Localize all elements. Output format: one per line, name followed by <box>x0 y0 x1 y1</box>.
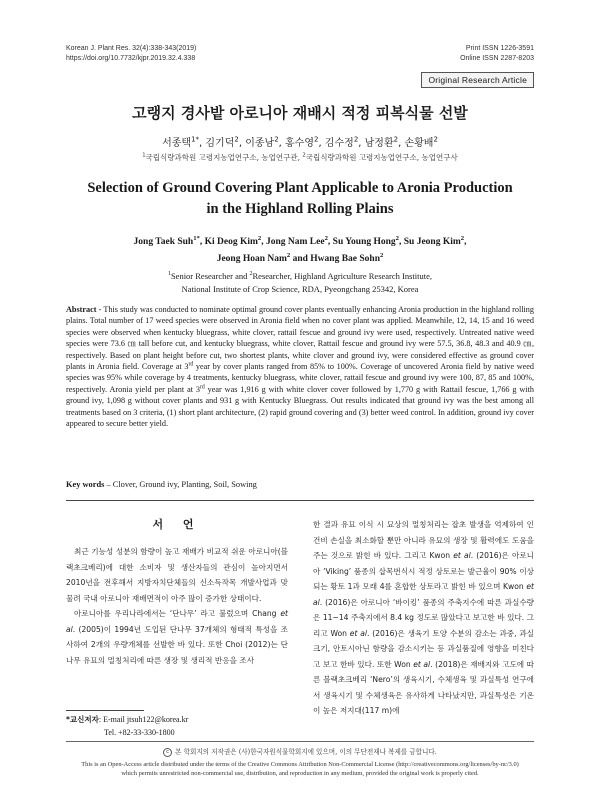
korean-author: 김수정 <box>324 138 354 149</box>
korean-author: 홍수영 <box>285 138 314 149</box>
body-column-right <box>313 517 534 719</box>
print-issn: Print ISSN 1226-3591 <box>465 45 534 52</box>
footnote-divider <box>66 710 144 711</box>
abstract-label: Abstract <box>66 305 97 314</box>
body-paragraph: 아로니아를 우리나라에서는 ‘단나무’ 라고 불렀으며 Chang et al. (2005)이 1994년 도입된 단나무 37개체의 형태적 특성을 조사하여 2개의 우량개체를 선발한 바 있다. 또한 Choi (2012)는 단나무 유묘의 멀칭처리에 따른 생장 및 생리적 반응을 조사 <box>66 609 288 665</box>
footnote-tel: Tel. +82-33-330-1800 <box>104 728 175 737</box>
copyright-korean: c 본 학회지의 저작권은 (사)한국자원식물학회지에 있으며, 이의 무단전재나 복제를 금합니다. <box>0 746 600 757</box>
english-author: Su Young Hong <box>332 237 396 247</box>
online-issn: Online ISSN 2287-8203 <box>460 55 534 62</box>
article-type-badge: Original Research Article <box>421 72 534 88</box>
footnote-email[interactable]: : E-mail jtsuh122@korea.kr <box>98 715 189 724</box>
body-column-left <box>66 544 288 668</box>
copyright-icon: c <box>163 748 172 757</box>
body-paragraph: 최근 기능성 성분의 함량이 높고 재배가 비교적 쉬운 아로니아(블랙초크베리)에 대한 소비자 및 생산자들의 관심이 높아지면서 2010년을 전후해서 지방자치단체들의 신소득작목 개발사업과 맞물려 국내 아로니아 재배면적이 아주 많이 증가한 상태이다. <box>66 547 288 603</box>
journal-citation: Korean J. Plant Res. 32(4):338-343(2019) <box>66 45 197 52</box>
korean-authors: 서종택$^{1*}$, 김기덕$^2$, 이종남$^2$, 홍수영$^2$, 김수정$^2$, 남정환$^2$, 손황배$^2$ <box>162 135 438 149</box>
author-mark: 2 <box>353 135 359 144</box>
section-title: 서 언 <box>152 518 202 531</box>
author-mark: 2 <box>274 135 279 144</box>
korean-author: 손황배 <box>404 138 434 149</box>
english-author: Jeong Hoan Nam <box>216 254 287 264</box>
journal-header <box>66 44 196 64</box>
korean-title: 고랭지 경사밭 아로니아 재배시 적정 피복식물 선발 <box>132 104 468 122</box>
keywords-label: Key words <box>66 480 105 489</box>
footnote-label: *교신저자 <box>66 715 99 724</box>
english-author: Hwang Bae Sohn <box>310 254 380 264</box>
english-title <box>60 178 540 220</box>
korean-author: 남정환 <box>364 138 394 149</box>
issn-header <box>460 44 534 64</box>
author-mark: 1* <box>191 135 200 144</box>
english-authors: Jong Taek Suh$^{1*}$, Ki Deog Kim$^2$, Jong Nam Lee$^2$, Su Young Hong$^2$, Su Jeong Kim$^2$, Jeong Hoan Nam$^2$ and Hwang Bae Sohn$^2$ <box>133 234 467 264</box>
author-mark: 2 <box>433 135 438 144</box>
english-affiliation: $^1$Senior Researcher and $^2$Researcher, Highland Agriculture Research Institute, National Institute of Crop Science, RDA, Pyeongchang 25342, Korea <box>167 271 433 294</box>
english-title-line: in the Highland Rolling Plains <box>206 201 394 217</box>
korean-author: 서종택 <box>162 138 192 149</box>
copyright-divider <box>66 741 534 742</box>
author-mark: 2 <box>314 135 319 144</box>
korean-author: 김기덕 <box>205 138 235 149</box>
english-title-line: Selection of Ground Covering Plant Applicable to Aronia Production <box>87 180 513 196</box>
copyright-english: This is an Open-Access article distributed under the terms of the Creative Commons Attribution Non-Commercial License (http://creativecommons.org/licenses/by-nc/3.0) which permits unrestricted non-commercial use, distribution, and reproduction in any medium, provided the original work is properly cited. <box>81 761 519 777</box>
body-paragraph: 한 결과 유묘 이식 시 묘상의 멀칭처리는 잡초 발생을 억제하여 인건비 손실을 최소화할 뿐만 아니라 유묘의 생장 및 활력에도 도움을 주는 것으로 밝힌 바 있다. 그리고 Kwon et al. (2016)은 아로니아 ‘Viking’ 품종의 삽목번식시 적정 상토로는 발근율이 90% 이상되는 황토 1과 모래 4를 혼합한 상토라고 밝힌 바 있으며 Kwon et al. (2016)은 아로니아 ‘바이킹’ 품종의 주축지수에 따른 과실수량은 11~14 주축지에서 8.4 kg 정도로 많았다고 보고한 바 있다. 그리고 Won et al. (2016)은 생육기 토양 수분의 감소는 과중, 과실 크기, 안토시아닌 함량을 감소시키는 등 과실품질에 영향을 미친다고 보고 한바 있다. 또한 Won et al. (2018)은 재배지와 고도에 따른 블랙초크베리 ‘Nero’의 생육시기, 수체생육 및 과실특성 연구에서 생육시기 및 수체생육은 유사하게 나타났지만, 과실특성은 기온이 높은 저지대(117 m)에 <box>313 520 535 715</box>
keywords: Key words – Clover, Ground ivy, Planting, Soil, Sowing <box>66 480 257 489</box>
divider <box>66 500 534 501</box>
author-mark: 2 <box>393 135 399 144</box>
korean-author: 이종남 <box>245 138 275 149</box>
abstract: Abstract - This study was conducted to nominate optimal ground cover plants eventually enhancing Aronia production in the highland rolling plains. Total number of 17 weed species were observed in Aronia field when no cover plant was applied. Meanwhile, 12, 14, 15 and 16 weed species were observed when kentucky bluegrass, white clover, rattail fescue and ground ivy were used, respectively. Untreated native weed species were 73.6 ㎝ tall before cut, and kentucky bluegrass, white clover, Rattail fescue and ground ivy were 57.5, 36.8, 48.3 and 40.9 ㎝, respectively. Based on plant height before cut, two shortest plants, white clover and ground ivy, were considered effective as ground cover plants in Aronia field. Coverage at 3rd year by cover plants ranged from 85% to 100%. Coverage of uncovered Aronia field by native weed species was 95% while coverage by 4 treatments, kentucky bluegrass, white clover, rattail fescue and ground ivy were 100, 87, 85 and 100%, respectively. Aronia yield per plant at 3rd year was 1,916 g with white clover cover followed by 1,770 g with Rattail fescue, 1,766 g with ground ivy, 1,098 g without cover plants and 931 g with Kentucky Bluegrass. Out results indicated that ground ivy was the best among all treatments based on 3 criteria, (1) short plant architecture, (2) rapid ground covering and (3) better weed control. In addition, ground ivy cover appeared to secure better yield. <box>66 305 534 429</box>
english-author: Ki Deog Kim <box>204 237 258 247</box>
korean-affiliation: $^1$국립식량과학원 고령지농업연구소, 농업연구관, $^2$국립식량과학원 고령지농업연구소, 농업연구사 <box>142 152 458 162</box>
english-author: Su Jeong Kim <box>403 237 461 247</box>
author-mark: 2 <box>234 135 239 144</box>
english-author: Jong Taek Suh <box>133 237 194 247</box>
doi-link[interactable]: https://doi.org/10.7732/kjpr.2019.32.4.338 <box>66 55 196 62</box>
corresponding-author-footnote <box>66 713 188 739</box>
english-author: Jong Nam Lee <box>266 237 325 247</box>
